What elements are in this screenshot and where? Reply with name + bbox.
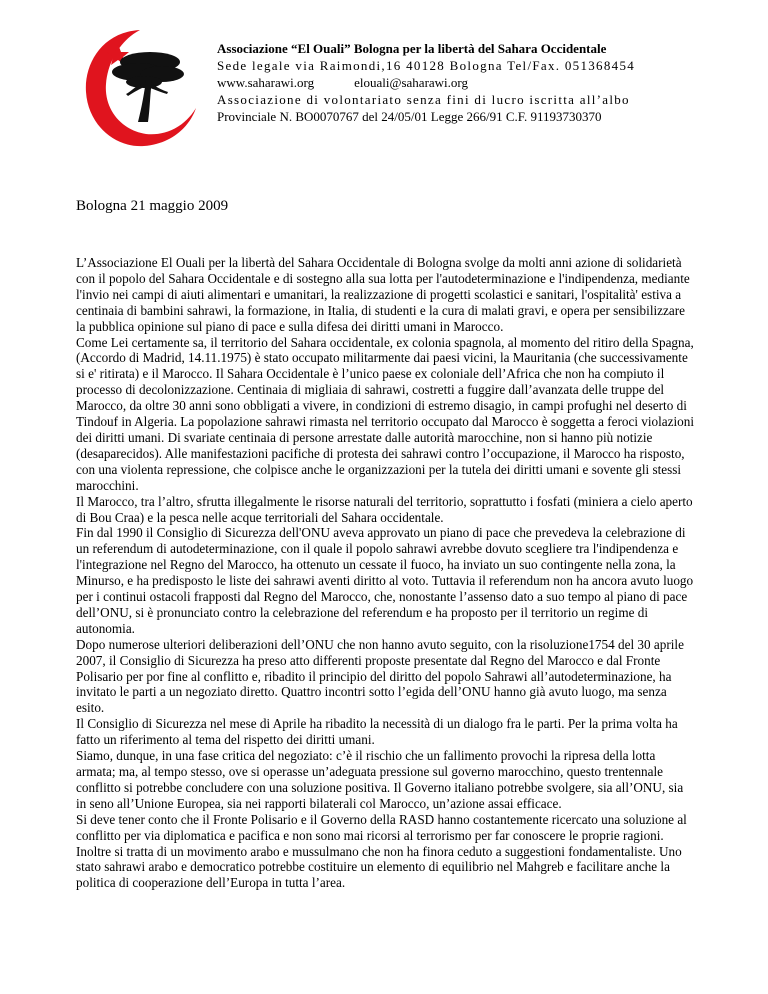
address-line: Sede legale via Raimondi,16 40128 Bologna Tel/Fax. 051368454 — [217, 58, 636, 73]
paragraph: Siamo, dunque, in una fase critica del negoziato: c’è il rischio che un fallimento provochi la ripresa della lotta armata; ma, al tempo stesso, ove si operasse un’adeguata pressione sul governo marocchino, questo trentennale conflitto si potrebbe concludere con una soluzione positiva. Il Governo italiano potrebbe svolgere, sia all’ONU, sia in seno all’Unione Europea, sia nei rapporti bilaterali col Marocco, un’azione assai efficace. — [76, 748, 684, 811]
paragraph: Il Marocco, tra l’altro, sfrutta illegalmente le risorse naturali del territorio, soprattutto i fosfati (miniera a cielo aperto di Bou Craa) e la pesca nelle acque territoriali del Sahara occidentale. — [76, 493, 693, 525]
tree-icon — [112, 52, 184, 122]
website-link[interactable]: www.saharawi.org — [217, 75, 315, 90]
paragraph: Come Lei certamente sa, il territorio del Sahara occidentale, ex colonia spagnola, al momento del ritiro della Spagna, (Accordo di Madrid, 14.11.1975) è stato occupato militarmente dai paesi vicini, la Mauritania (che successivamente si e' ritirata) e il Marocco. Il Sahara Occidentale è l’unico paese ex coloniale dell’Africa che non ha compiuto il processo di decolonizzazione. Centinaia di migliaia di sahrawi, costretti a fuggire dall’avanzata delle truppe del Marocco, da oltre 30 anni sono obbligati a vivere, in condizioni di estremo disagio, in campi profughi nel deserto di Tindouf in Algeria. La popolazione sahrawi rimasta nel territorio occupato dal Marocco è soggetta a feroci violazioni dei diritti umani. Di svariate centinaia di persone arrestate dalle autorità marocchine, non si hanno più notizie (desaparecidos). Alle manifestazioni pacifiche di protesta dei sahrawi contro l’occupazione, il Marocco ha risposto, con una violenta repressione, che colpisce anche le organizzazioni per la tutela dei diritti umani e sovente gli stessi marocchini. — [76, 334, 695, 493]
crescent-star-tree-logo — [80, 22, 200, 152]
registration-line: Provinciale N. BO0070767 del 24/05/01 Legge 266/91 C.F. 91193730370 — [217, 109, 602, 124]
description-line: Associazione di volontariato senza fini di lucro iscritta all’albo — [217, 92, 630, 107]
letter-body — [76, 255, 696, 891]
paragraph: L’Associazione El Ouali per la libertà del Sahara Occidentale di Bologna svolge da molti anni azione di solidarietà con il popolo del Sahara Occidentale e di sostegno alla sua lotta per l'autodeterminazione e l'indipendenza, mediante l'invio nei campi di aiuti alimentari e umanitari, la realizzazione di progetti scolastici e sanitari, l'ospitalità' estiva a centinaia di bambini sahrawi, la formazione, in Italia, di studenti e la cura di malati gravi, e opera per sensibilizzare la pubblica opinione sul piano di pace e sulla difesa dei diritti umani in Marocco. — [76, 255, 690, 334]
paragraph: Il Consiglio di Sicurezza nel mese di Aprile ha ribadito la necessità di un dialogo fra le parti. Per la prima volta ha fatto un riferimento al tema del rispetto dei diritti umani. — [76, 716, 678, 748]
paragraph: Si deve tener conto che il Fronte Polisario e il Governo della RASD hanno costantemente ricercato una soluzione al conflitto per via diplomatica e pacifica e non sono mai ricorsi al terrorismo per far conoscere le proprie ragioni. Inoltre si tratta di un movimento arabo e mussulmano che non ha finora ceduto a suggestioni fondamentaliste. Uno stato sahrawi arabo e democratico potrebbe costituire un elemento di equilibrio nel Mahgreb e facilitare anche la politica di cooperazione dell’Europa in tutta l’area. — [76, 811, 687, 891]
email-link[interactable]: elouali@saharawi.org — [354, 75, 469, 90]
organization-name: Associazione “El Ouali” Bologna per la libertà del Sahara Occidentale — [217, 41, 607, 56]
paragraph: Dopo numerose ulteriori deliberazioni dell’ONU che non hanno avuto seguito, con la risoluzione1754 del 30 aprile 2007, il Consiglio di Sicurezza ha preso atto differenti proposte presentate dal Regno del Marocco e dal Fronte Polisario per por fine al conflitto e, ribadito il principio del diritto del popolo Sahrawi all’autodeterminazione, ha invitato le parti a un negoziato diretto. Quattro incontri sotto l’egida dell’ONU hanno già avuto luogo, ma senza esito. — [76, 636, 684, 716]
paragraph: Fin dal 1990 il Consiglio di Sicurezza dell'ONU aveva approvato un piano di pace che prevedeva la celebrazione di un referendum di autodeterminazione, con il quale il popolo sahrawi avrebbe dovuto scegliere tra l'indipendenza e l'integrazione nel Regno del Marocco, ha ottenuto un cessate il fuoco, ha inviato un suo contingente nella zona, la Minurso, e ha predisposto le liste dei sahrawi aventi diritto al voto. Tuttavia il referendum non ha ancora avuto luogo per i continui ostacoli frapposti dal Regno del Marocco, che, nonostante l’assenso dato a suo tempo al piano di pace dell’ONU, si è pronunciato contro la celebrazione del referendum e ha proposto per il territorio un regime di autonomia. — [76, 525, 694, 636]
letterhead — [217, 40, 737, 125]
contacts-line — [217, 74, 737, 91]
letter-date: Bologna 21 maggio 2009 — [76, 198, 229, 214]
